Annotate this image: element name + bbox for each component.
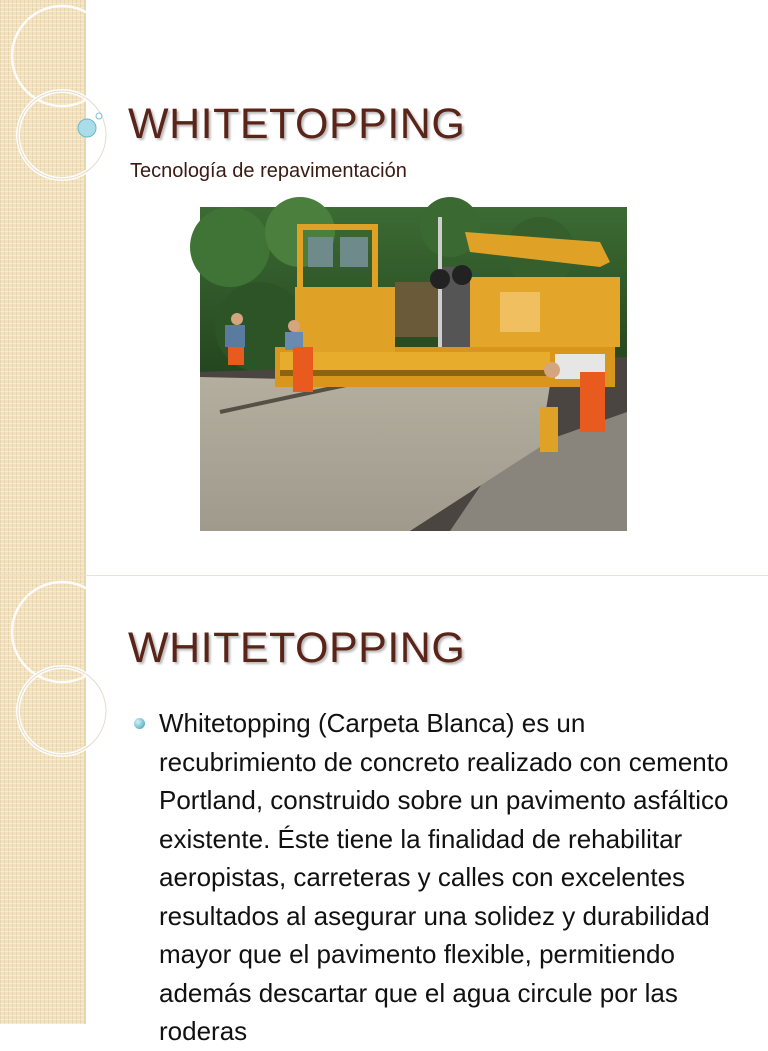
slide-title: WHITETOPPING — [128, 624, 466, 672]
bullet-text: Whitetopping (Carpeta Blanca) es un recubrimiento de concreto realizado con cemento Portland, construido sobre un pavimento asfáltico existente. Éste tiene la finalidad de rehabilitar aeropistas, carreteras y calles con excelentes resultados al asegurar una solidez y durabilidad mayor que el pavimento flexible, permitiendo además descartar que el agua circule por las roderas — [159, 708, 729, 1046]
slide-2 — [0, 576, 768, 1046]
slide-subtitle: Tecnología de repavimentación — [130, 160, 407, 182]
slide-title: WHITETOPPING — [128, 100, 466, 148]
decorative-circles-icon — [0, 0, 140, 200]
paving-machine-photo — [200, 207, 627, 531]
bullet-icon — [134, 718, 145, 729]
decorative-circles-icon — [0, 576, 140, 776]
